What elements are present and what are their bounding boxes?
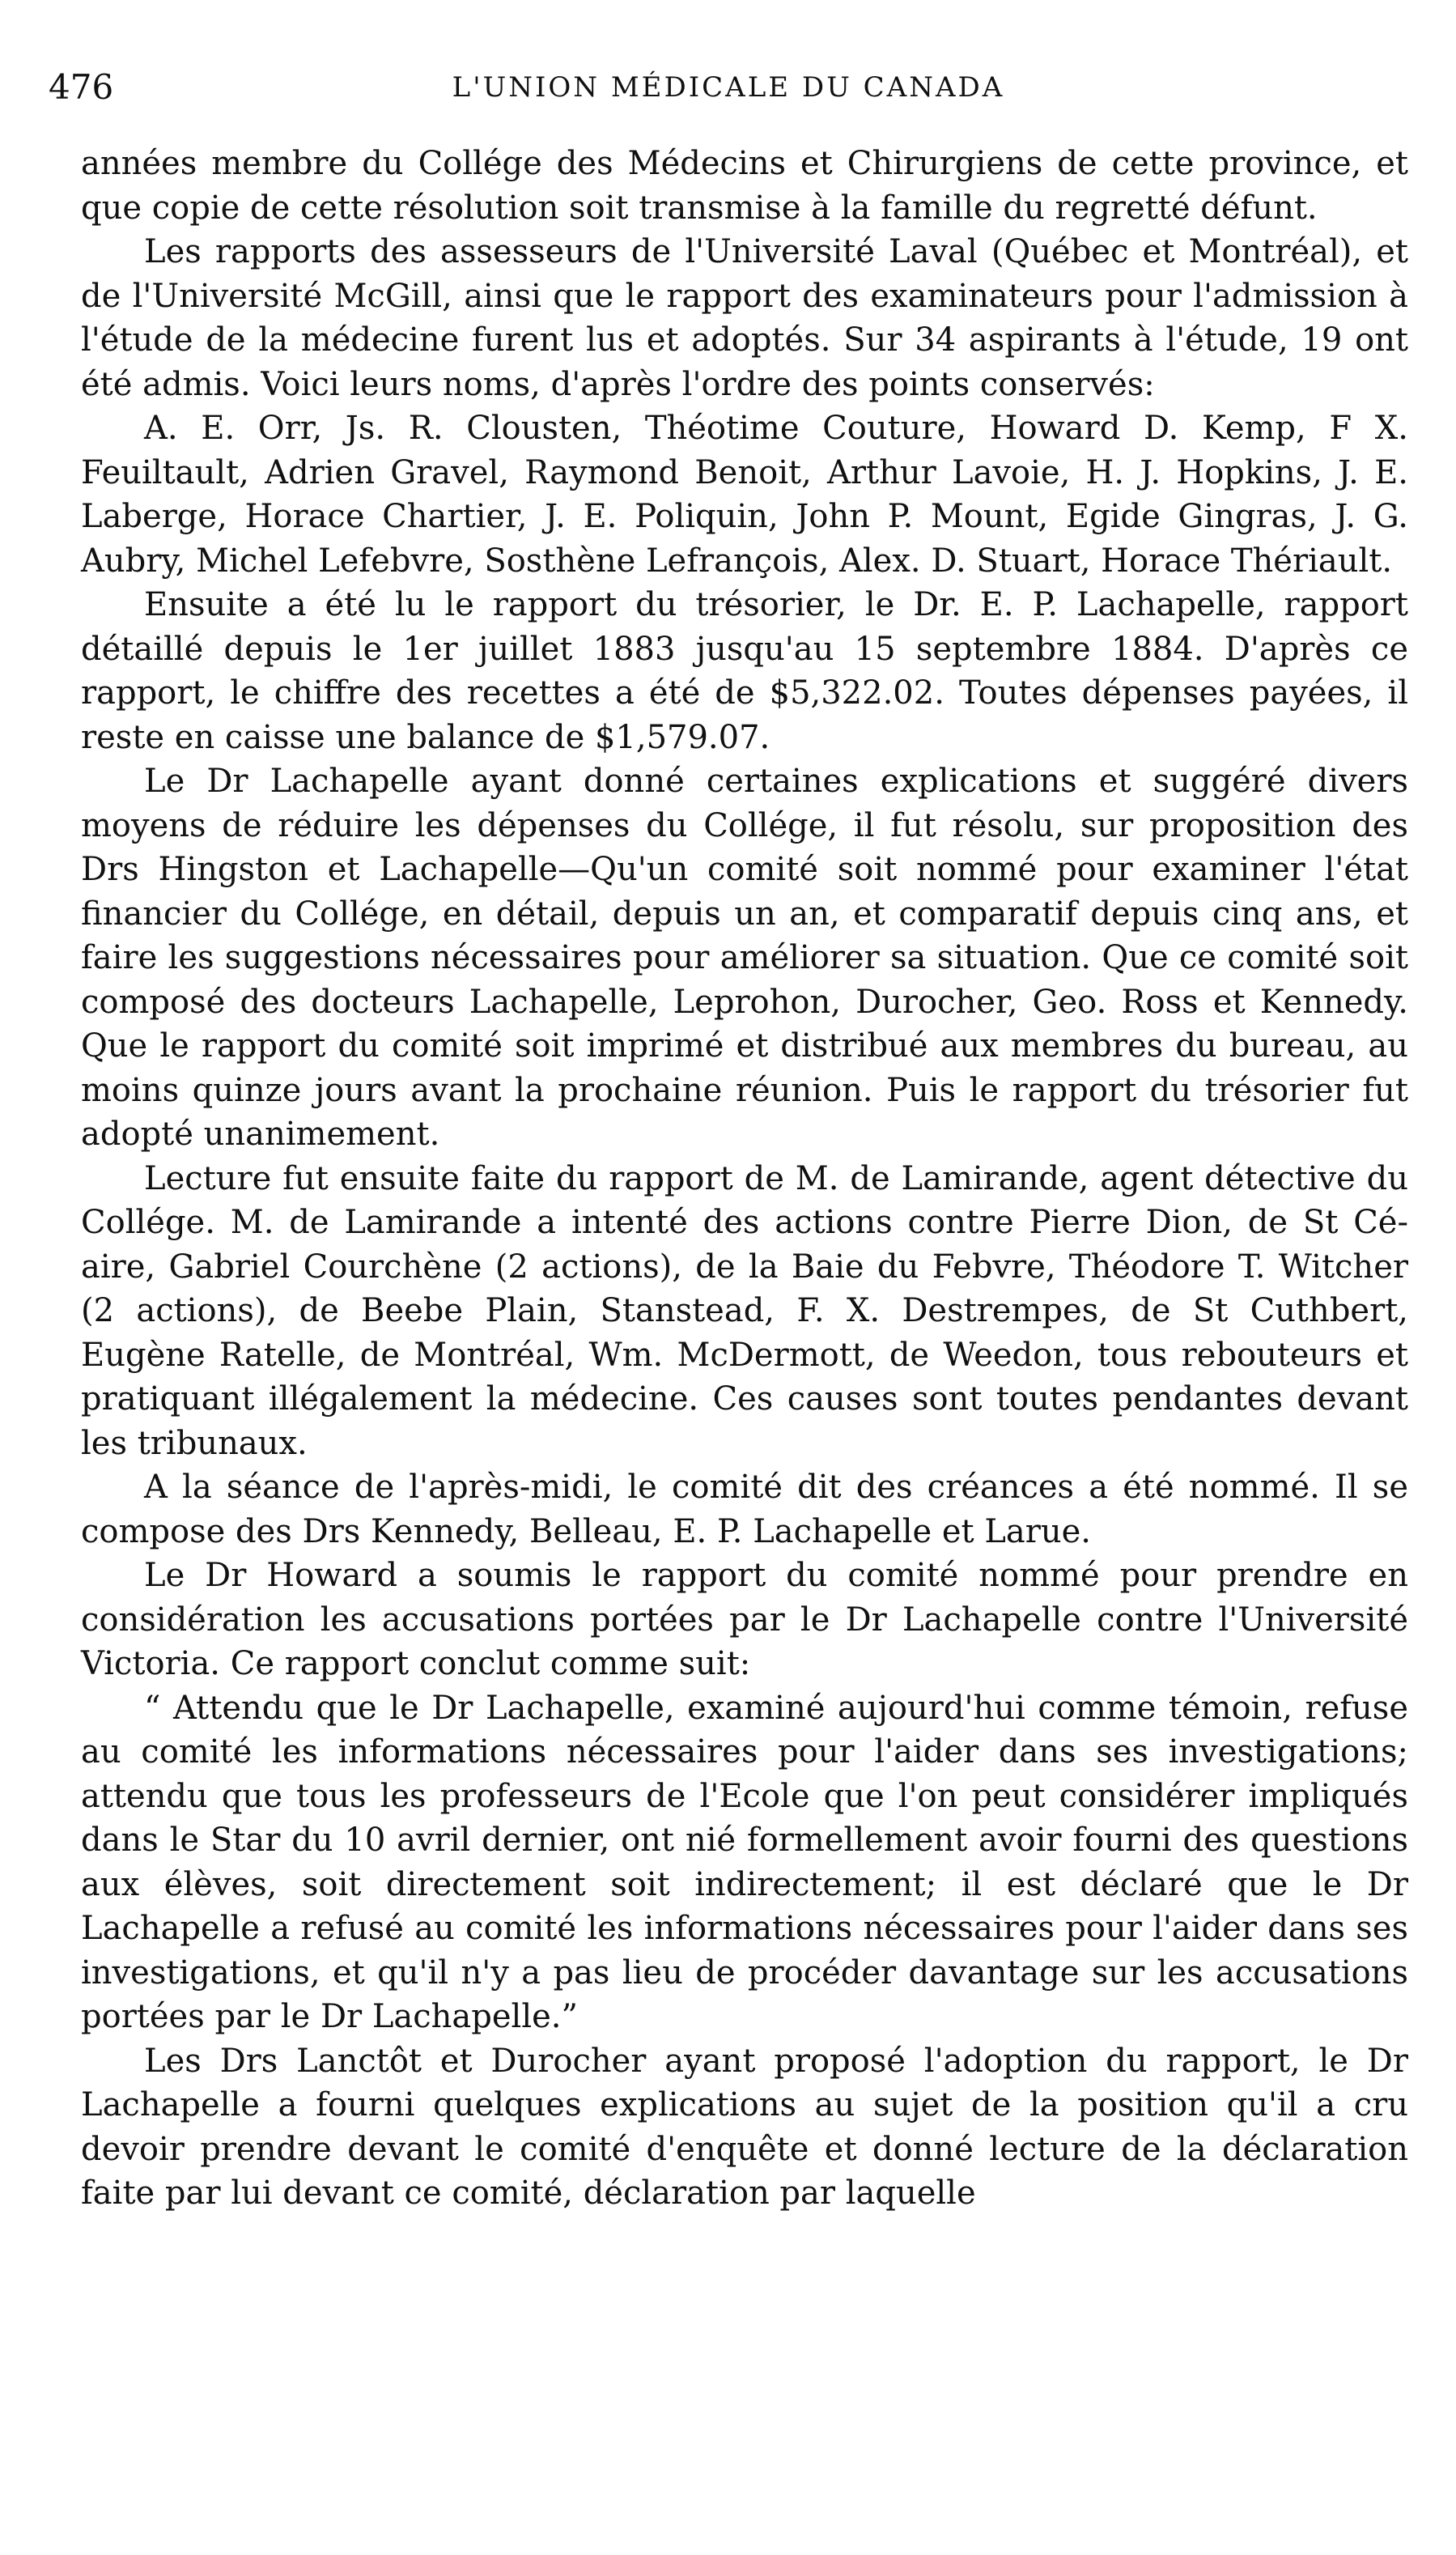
paragraph-comite-financier: Le Dr Lachapelle ayant donné certaines explications et suggéré divers moyens de réduire les dépenses du Collége, il fut résolu, sur proposition des Drs Hingston et Lachapelle—Qu'un comité soit nommé pour examiner l'état financier du Collége, en détail, depuis un an, et comparatif depuis cinq ans, et faire les suggestions nécessaires pour améliorer sa situation. Que ce comité soit composé des docteurs Lachapelle, Leprohon, Durocher, Geo. Ross et Kennedy. Que le rapport du comité soit imprimé et distribué aux membres du bureau, au moins quinze jours avant la prochaine réunion. Puis le rapport du trésorier fut adopté unanimement.	[81, 763, 1408, 1153]
paragraph-rapports: Les rapports des assesseurs de l'Université Laval (Québec et Montréal), et de l'Université McGill, ainsi que le rapport des examinateurs pour l'admission à l'étude de la médecine furent lus et adoptés. Sur 34 aspirants à l'étude, 19 ont été admis. Voici leurs noms, d'après l'ordre des points conservés:	[81, 233, 1408, 403]
paragraph-continuation: années membre du Collége des Médecins et Chirurgiens de cette province, et que copie de cette résolution soit transmise à la famille du regretté défunt.	[81, 145, 1408, 227]
page-number: 476	[49, 67, 114, 107]
paragraph-names-list: A. E. Orr, Js. R. Clousten, Théotime Couture, Howard D. Kemp, F X. Feuiltault, Adrien Gravel, Raymond Benoit, Arthur Lavoie, H. J. Hopkins, J. E. Laberge, Horace Chartier, J. E. Poliquin, John P. Mount, Egide Gingras, J. G. Aubry, Michel Lefebvre, Sosthène Lefrançois, Alex. D. Stuart, Horace Thériault.	[81, 410, 1408, 580]
running-title: L'UNION MÉDICALE DU CANADA	[452, 71, 1005, 104]
paragraph-seance-apres-midi: A la séance de l'après-midi, le comité dit des créances a été nommé. Il se compose des Drs Kennedy, Belleau, E. P. Lachapelle et Larue.	[81, 1469, 1408, 1550]
paragraph-detective: Lecture fut ensuite faite du rapport de M. de Lamirande, agent détective du Collége. M. de Lamirande a intenté des actions contre Pierre Dion, de St Cé-aire, Gabriel Courchène (2 actions), de la Baie du Febvre, Théodore T. Witcher (2 actions), de Beebe Plain, Stanstead, F. X. Destrempes, de St Cuthbert, Eugène Ratelle, de Montréal, Wm. McDermott, de Weedon, tous rebouteurs et pratiquant illégalement la médecine. Ces causes sont toutes pendantes devant les tribunaux.	[81, 1159, 1408, 1462]
paragraph-lanctot-durocher: Les Drs Lanctôt et Durocher ayant proposé l'adoption du rapport, le Dr Lachapelle a fourni quelques explications au sujet de la position qu'il a cru devoir prendre devant le comité d'enquête et donné lecture de la déclaration faite par lui devant ce comité, déclaration par laquelle	[81, 2042, 1408, 2212]
page-header	[49, 63, 1408, 112]
paragraph-rapport-howard: Le Dr Howard a soumis le rapport du comité nommé pour prendre en considération les accusations portées par le Dr Lachapelle contre l'Université Victoria. Ce rapport conclut comme suit:	[81, 1557, 1408, 1682]
body-text	[81, 142, 1408, 2216]
paragraph-tresorier: Ensuite a été lu le rapport du trésorier, le Dr. E. P. Lachapelle, rapport détaillé depuis le 1er juillet 1883 jusqu'au 15 septembre 1884. D'après ce rapport, le chiffre des recettes a été de $5,322.02. Toutes dépenses payées, il reste en caisse une balance de $1,579.07.	[81, 586, 1408, 756]
paragraph-attendu-quote: “ Attendu que le Dr Lachapelle, examiné aujourd'hui comme témoin, refuse au comité les informations nécessaires pour l'aider dans ses investigations; attendu que tous les professeurs de l'Ecole que l'on peut considérer impliqués dans le Star du 10 avril dernier, ont nié formellement avoir fourni des questions aux élèves, soit directement soit indirectement; il est déclaré que le Dr Lachapelle a refusé au comité les informations nécessaires pour l'aider dans ses investigations, et qu'il n'y a pas lieu de procéder davantage sur les accusations portées par le Dr Lachapelle.”	[81, 1689, 1408, 2035]
